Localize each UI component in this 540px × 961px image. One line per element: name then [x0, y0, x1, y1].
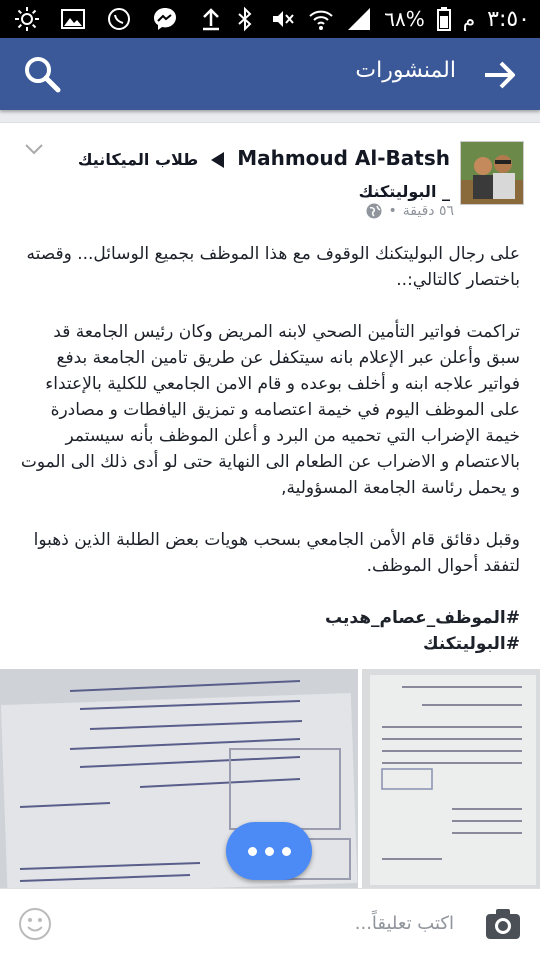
- system-icons: [232, 6, 530, 32]
- hashtag-link[interactable]: #الموظف_عصام_هديب: [325, 608, 520, 628]
- document-photo[interactable]: [362, 669, 540, 889]
- dot: [282, 847, 291, 856]
- notification-icons: [14, 6, 224, 32]
- whatsapp-icon: [106, 6, 132, 32]
- avatar[interactable]: [460, 141, 524, 205]
- page-title: المنشورات: [355, 58, 456, 83]
- battery-percent: ٦٨%: [384, 7, 425, 31]
- back-arrow-icon[interactable]: [482, 58, 516, 92]
- dot: [265, 847, 274, 856]
- dot: [248, 847, 257, 856]
- top-bar: [0, 38, 540, 110]
- battery-icon: [437, 7, 451, 31]
- post-card: [0, 122, 540, 889]
- bluetooth-icon: [232, 6, 258, 32]
- post-paragraph: على رجال البوليتكنك الوقوف مع هذا الموظف بجميع الوسائل... وقصته باختصار كالتالي:..: [26, 244, 520, 290]
- post-paragraph: وقبل دقائق قام الأمن الجامعي بسحب هويات بعض الطلبة الذين ذهبوا لتفقد أحوال الموظف.: [33, 530, 520, 576]
- author-name[interactable]: Mahmoud Al-Batsh: [237, 146, 450, 170]
- sun-icon: [14, 6, 40, 32]
- arrow-right-icon: [211, 152, 224, 168]
- more-options-button[interactable]: [226, 822, 312, 880]
- meta-separator: •: [388, 203, 397, 219]
- hashtag-link[interactable]: #البوليتكنك: [423, 634, 520, 654]
- status-bar: [0, 0, 540, 38]
- comment-input[interactable]: اكتب تعليقاً...: [354, 913, 454, 934]
- signal-icon: [346, 6, 372, 32]
- clock-ampm: م: [462, 7, 476, 31]
- post-time[interactable]: ٥٦ دقيقة: [402, 203, 454, 219]
- image-icon: [60, 6, 86, 32]
- mute-icon: [270, 6, 296, 32]
- camera-icon[interactable]: [484, 907, 522, 941]
- post-paragraph: تراكمت فواتير التأمين الصحي لابنه المريض وكان رئيس الجامعة قد سبق وأعلن عبر الإعلام بانه سيتكفل عن طريق تامين الجامعة بدفع فواتير علاجه ابنه و أخلف بوعده و قام الامن الجامعي للكلية بالإعتداء على الموظف اليوم في خيمة اعتصامه و تمزيق اليافطات و مصادرة خيمة الإضراب التي تحميه من البرد و أعلن الموظف بأنه سيستمر بالاعتصام و الاضراب عن الطعام الى النهاية حتى لو أدى ذلك الى الموت و يحمل رئاسة الجامعة المسؤولية,: [20, 322, 520, 498]
- wifi-icon: [308, 6, 334, 32]
- chevron-down-icon[interactable]: [24, 143, 44, 157]
- post-body: [20, 241, 520, 657]
- group-name[interactable]: طلاب الميكانيك _ البوليتكنك: [77, 150, 450, 201]
- messenger-icon: [152, 6, 178, 32]
- post-header: [70, 143, 450, 207]
- smile-icon[interactable]: [18, 907, 52, 941]
- upload-icon: [198, 6, 224, 32]
- comment-bar: [0, 888, 540, 961]
- post-meta: [366, 203, 454, 219]
- clock-time: ٣:٥٠: [487, 6, 530, 32]
- globe-icon: [366, 203, 382, 219]
- search-icon[interactable]: [22, 54, 62, 94]
